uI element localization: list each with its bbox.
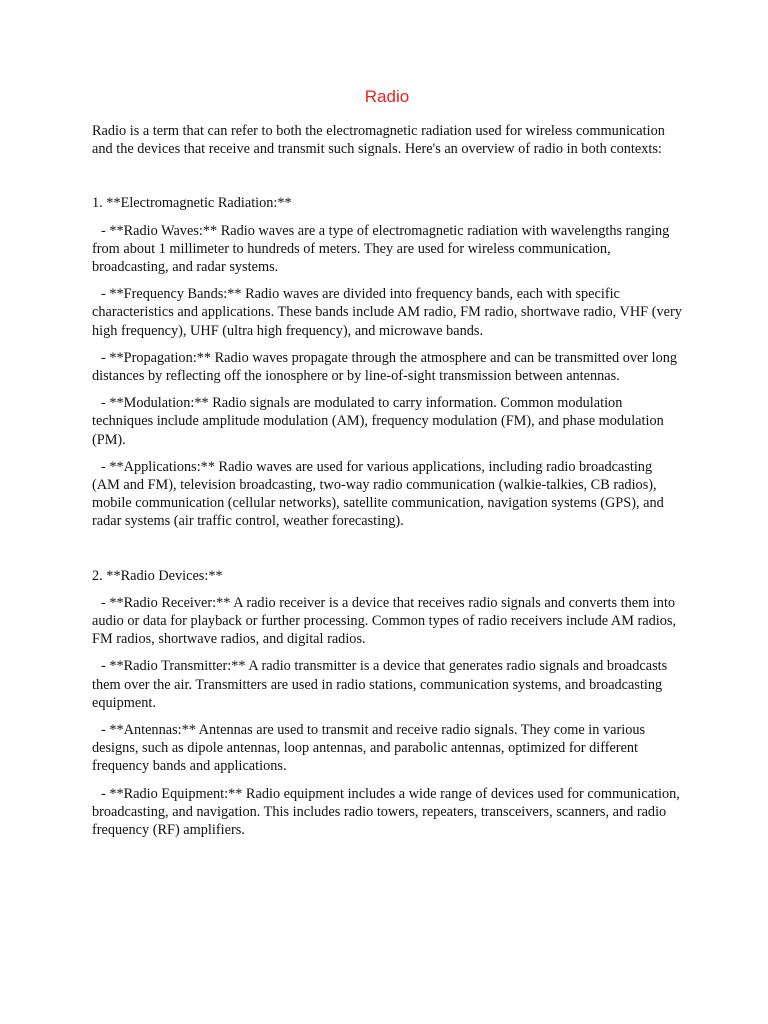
list-item: - **Radio Equipment:** Radio equipment includes a wide range of devices used for communication, broadcasting, and navigation. This includes radio towers, repeaters, transceivers, scanners, and radio frequency (RF) amplifiers. bbox=[92, 785, 680, 839]
list-item: - **Radio Receiver:** A radio receiver is a device that receives radio signals and converts them into audio or data for playback or further processing. Common types of radio receivers include AM radios, FM radios, shortwave radios, and digital radios. bbox=[92, 594, 677, 648]
document-title: Radio bbox=[364, 87, 410, 106]
list-item: - **Frequency Bands:** Radio waves are divided into frequency bands, each with specific characteristics and applications. These bands include AM radio, FM radio, shortwave radio, VHF (very high frequency), UHF (ultra high frequency), and microwave bands. bbox=[92, 286, 682, 339]
intro-paragraph: Radio is a term that can refer to both the electromagnetic radiation used for wireless communication and the devices that receive and transmit such signals. Here's an overview of radio in both contexts: bbox=[92, 123, 665, 158]
document-page bbox=[92, 86, 682, 848]
list-item: - **Radio Waves:** Radio waves are a type of electromagnetic radiation with wavelengths ranging from about 1 millimeter to hundreds of meters. They are used for wireless communication, broadcasting, and radar systems. bbox=[92, 222, 670, 276]
section-radio-devices bbox=[92, 567, 682, 840]
list-item: - **Radio Transmitter:** A radio transmitter is a device that generates radio signals and broadcasts them over the air. Transmitters are used in radio stations, communication systems, and broadcasting equipment. bbox=[92, 658, 668, 711]
list-item: - **Antennas:** Antennas are used to transmit and receive radio signals. They come in various designs, such as dipole antennas, loop antennas, and parabolic antennas, optimized for different frequency bands and applications. bbox=[92, 722, 646, 775]
section-heading: 2. **Radio Devices:** bbox=[92, 567, 223, 584]
section-electromagnetic-radiation bbox=[92, 194, 682, 530]
list-item: - **Modulation:** Radio signals are modulated to carry information. Common modulation techniques include amplitude modulation (AM), frequency modulation (FM), and phase modulation (PM). bbox=[92, 395, 664, 448]
section-heading: 1. **Electromagnetic Radiation:** bbox=[92, 195, 292, 212]
list-item: - **Propagation:** Radio waves propagate through the atmosphere and can be transmitted over long distances by reflecting off the ionosphere or by line-of-sight transmission between antennas. bbox=[92, 349, 678, 385]
list-item: - **Applications:** Radio waves are used for various applications, including radio broadcasting (AM and FM), television broadcasting, two-way radio communication (walkie-talkies, CB radios), mobile communication (cellular networks), satellite communication, navigation systems (GPS), and radar systems (air traffic control, weather forecasting). bbox=[92, 458, 664, 530]
